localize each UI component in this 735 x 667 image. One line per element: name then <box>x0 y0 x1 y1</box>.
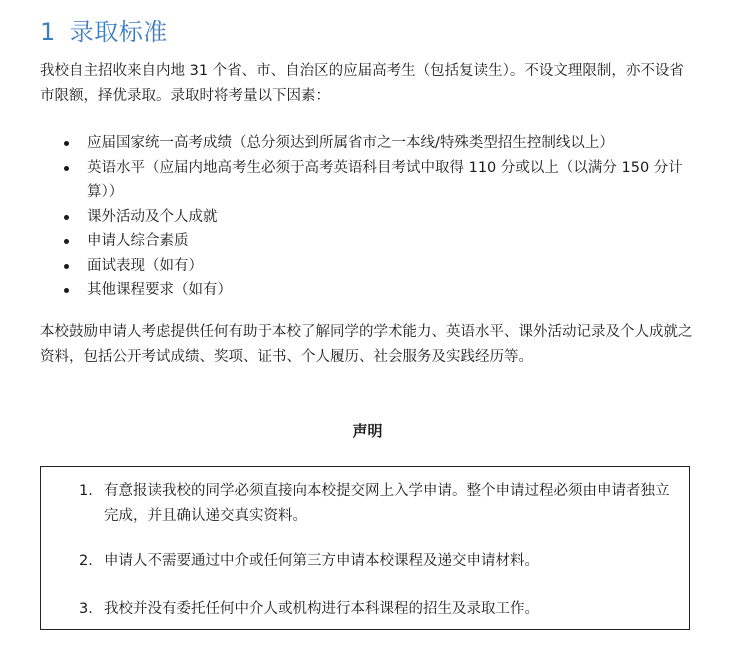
bullet-dot-icon <box>64 141 69 146</box>
declaration-number: 3. <box>79 601 93 617</box>
bullet-dot-icon <box>64 166 69 171</box>
section-heading <box>40 12 168 47</box>
admission-factors-list <box>40 131 700 303</box>
bullet-dot-icon <box>64 288 69 293</box>
list-item <box>40 254 700 279</box>
list-item-text: 其他课程要求（如有） <box>87 282 232 298</box>
list-item <box>40 229 700 254</box>
section-title: 录取标准 <box>69 18 168 46</box>
statement-title: 声明 <box>352 422 383 440</box>
declaration-item <box>41 549 689 574</box>
list-item-text: 申请人综合素质 <box>87 233 189 249</box>
declaration-item <box>41 597 689 622</box>
list-item-text: 课外活动及个人成就 <box>87 208 218 225</box>
intro-paragraph: 我校自主招收来自内地 31 个省、市、自治区的应届高考生（包括复读生）。不设文理限制，亦不设省市限额，择优录取。录取时将考量以下因素： <box>40 63 684 104</box>
list-item <box>40 131 700 156</box>
list-item <box>40 278 700 303</box>
declaration-number: 2. <box>79 553 93 569</box>
bullet-dot-icon <box>64 264 69 269</box>
declaration-item <box>41 479 689 529</box>
bullet-dot-icon <box>64 239 69 244</box>
declaration-box <box>40 466 690 630</box>
list-item <box>40 205 700 230</box>
declaration-number: 1. <box>79 483 93 499</box>
encourage-paragraph: 本校鼓励申请人考虑提供任何有助于本校了解同学的学术能力、英语水平、课外活动记录及个人成就之资料，包括公开考试成绩、奖项、证书、个人履历、社会服务及实践经历等。 <box>40 324 693 365</box>
declaration-text: 我校并没有委托任何中介人或机构进行本科课程的招生及录取工作。 <box>104 601 539 617</box>
list-item <box>40 156 700 205</box>
bullet-dot-icon <box>64 215 69 220</box>
list-item-text: 应届国家统一高考成绩（总分须达到所属省市之一本线/特殊类型招生控制线以上） <box>87 135 614 151</box>
declaration-text: 申请人不需要通过中介或任何第三方申请本校课程及递交申请材料。 <box>104 553 539 569</box>
declaration-text: 有意报读我校的同学必须直接向本校提交网上入学申请。整个申请过程必须由申请者独立完成，并且确认递交真实资料。 <box>104 483 670 524</box>
section-number: 1 <box>40 18 56 46</box>
list-item-text: 面试表现（如有） <box>87 257 203 274</box>
list-item-text: 英语水平（应届内地高考生必须于高考英语科目考试中取得 110 分或以上（以满分 150 分计算）） <box>87 159 683 200</box>
